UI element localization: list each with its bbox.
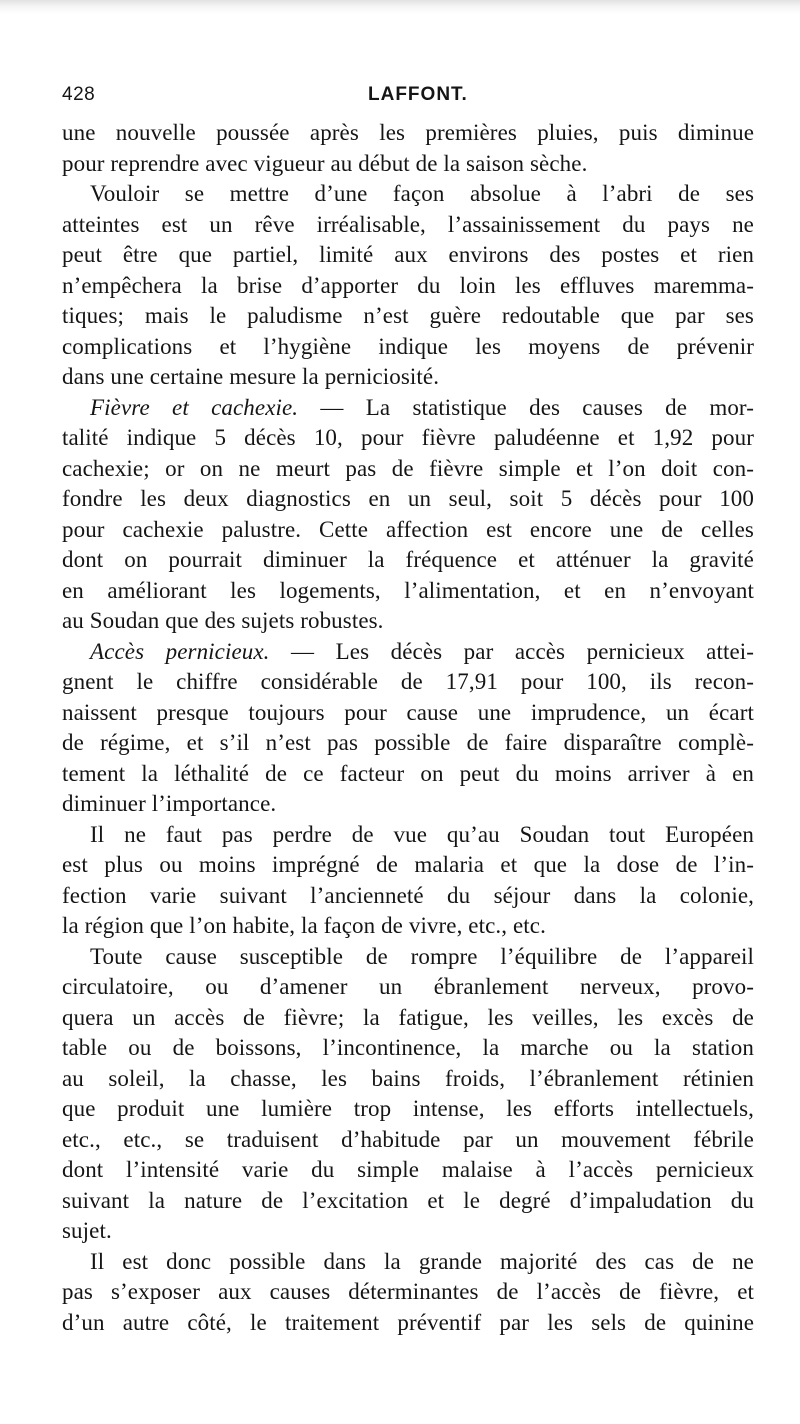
- text-line: au Soudan que des sujets robustes.: [62, 608, 384, 633]
- text-line: pour cachexie palustre. Cette affection est encore une de celles: [62, 516, 754, 542]
- text-line: dont on pourrait diminuer la fréquence et atténuer la gravité: [62, 547, 754, 572]
- text-line: etc., etc., se traduisent d’habitude par un mouvement fébrile: [62, 1126, 754, 1152]
- text-line: pas s’exposer aux causes déterminantes de l’accès de fièvre, et: [62, 1279, 754, 1304]
- text-line: Toute cause susceptible de rompre l’équilibre de l’appareil: [90, 943, 754, 969]
- text-line: une nouvelle poussée après les premières pluies, puis diminue: [62, 120, 754, 145]
- text-line: quera un accès de fièvre; la fatigue, les veilles, les excès de: [62, 1004, 754, 1030]
- text-line: talité indique 5 décès 10, pour fièvre paludéenne et 1,92 pour: [62, 425, 754, 450]
- text-line: fection varie suivant l’ancienneté du séjour dans la colonie,: [62, 882, 754, 908]
- text-line: de régime, et s’il n’est pas possible de faire disparaître complè-: [62, 730, 754, 755]
- running-head: LAFFONT.: [368, 84, 468, 105]
- text-line: sujet.: [62, 1218, 112, 1243]
- text-line: tement la léthalité de ce facteur on peut du moins arriver à en: [62, 760, 754, 786]
- text-line: d’un autre côté, le traitement préventif par les sels de quinine: [62, 1309, 754, 1335]
- text-line: fondre les deux diagnostics en un seul, soit 5 décès pour 100: [62, 486, 754, 511]
- scan-edge-shadow: [0, 0, 800, 14]
- text-line: la région que l’on habite, la façon de vivre, etc., etc.: [62, 913, 546, 938]
- text-line: dont l’intensité varie du simple malaise à l’accès pernicieux: [62, 1157, 754, 1182]
- text-line: complications et l’hygiène indique les moyens de prévenir: [62, 333, 754, 359]
- page-header: [62, 84, 754, 110]
- section-heading-line: Accès pernicieux. — Les décès par accès pernicieux attei-: [90, 638, 755, 664]
- text-line: est plus ou moins imprégné de malaria et que la dose de l’in-: [62, 852, 754, 877]
- text-line: tiques; mais le paludisme n’est guère redoutable que par ses: [62, 303, 754, 328]
- text-line: atteintes est un rêve irréalisable, l’assainissement du pays ne: [62, 211, 754, 237]
- text-line: naissent presque toujours pour cause une imprudence, un écart: [62, 699, 754, 725]
- text-line: n’empêchera la brise d’apporter du loin les effluves maremma-: [62, 272, 754, 298]
- text-line: table ou de boissons, l’incontinence, la marche ou la station: [62, 1035, 754, 1060]
- section-heading: Fièvre et cachexie.: [90, 394, 299, 420]
- body-text: [62, 118, 754, 1338]
- text-line: peut être que partiel, limité aux environs des postes et rien: [62, 242, 754, 267]
- text-line: gnent le chiffre considérable de 17,91 pour 100, ils recon-: [62, 669, 754, 694]
- text-line: cachexie; or on ne meurt pas de fièvre simple et l’on doit con-: [62, 455, 754, 481]
- text-line: que produit une lumière trop intense, les efforts intellectuels,: [62, 1096, 754, 1121]
- page-number: 428: [62, 84, 96, 105]
- text-line: suivant la nature de l’excitation et le degré d’impaludation du: [62, 1187, 754, 1213]
- text-line: Il est donc possible dans la grande majorité des cas de ne: [90, 1248, 754, 1274]
- text-line: pour reprendre avec vigueur au début de la saison sèche.: [62, 150, 588, 176]
- text-line: Vouloir se mettre d’une façon absolue à l’abri de ses: [90, 181, 754, 206]
- text-line: Il ne faut pas perdre de vue qu’au Soudan tout Européen: [90, 821, 754, 847]
- text-line: diminuer l’importance.: [62, 791, 277, 816]
- section-heading-line: Fièvre et cachexie. — La statistique des causes de mor-: [90, 394, 754, 420]
- text-line: au soleil, la chasse, les bains froids, l’ébranlement rétinien: [62, 1065, 754, 1091]
- text-line: dans une certaine mesure la perniciosité.: [62, 364, 440, 389]
- text-line: en améliorant les logements, l’alimentation, et en n’envoyant: [62, 577, 754, 603]
- section-heading: Accès pernicieux.: [90, 638, 270, 664]
- text-line: circulatoire, ou d’amener un ébranlement nerveux, provo-: [62, 974, 754, 999]
